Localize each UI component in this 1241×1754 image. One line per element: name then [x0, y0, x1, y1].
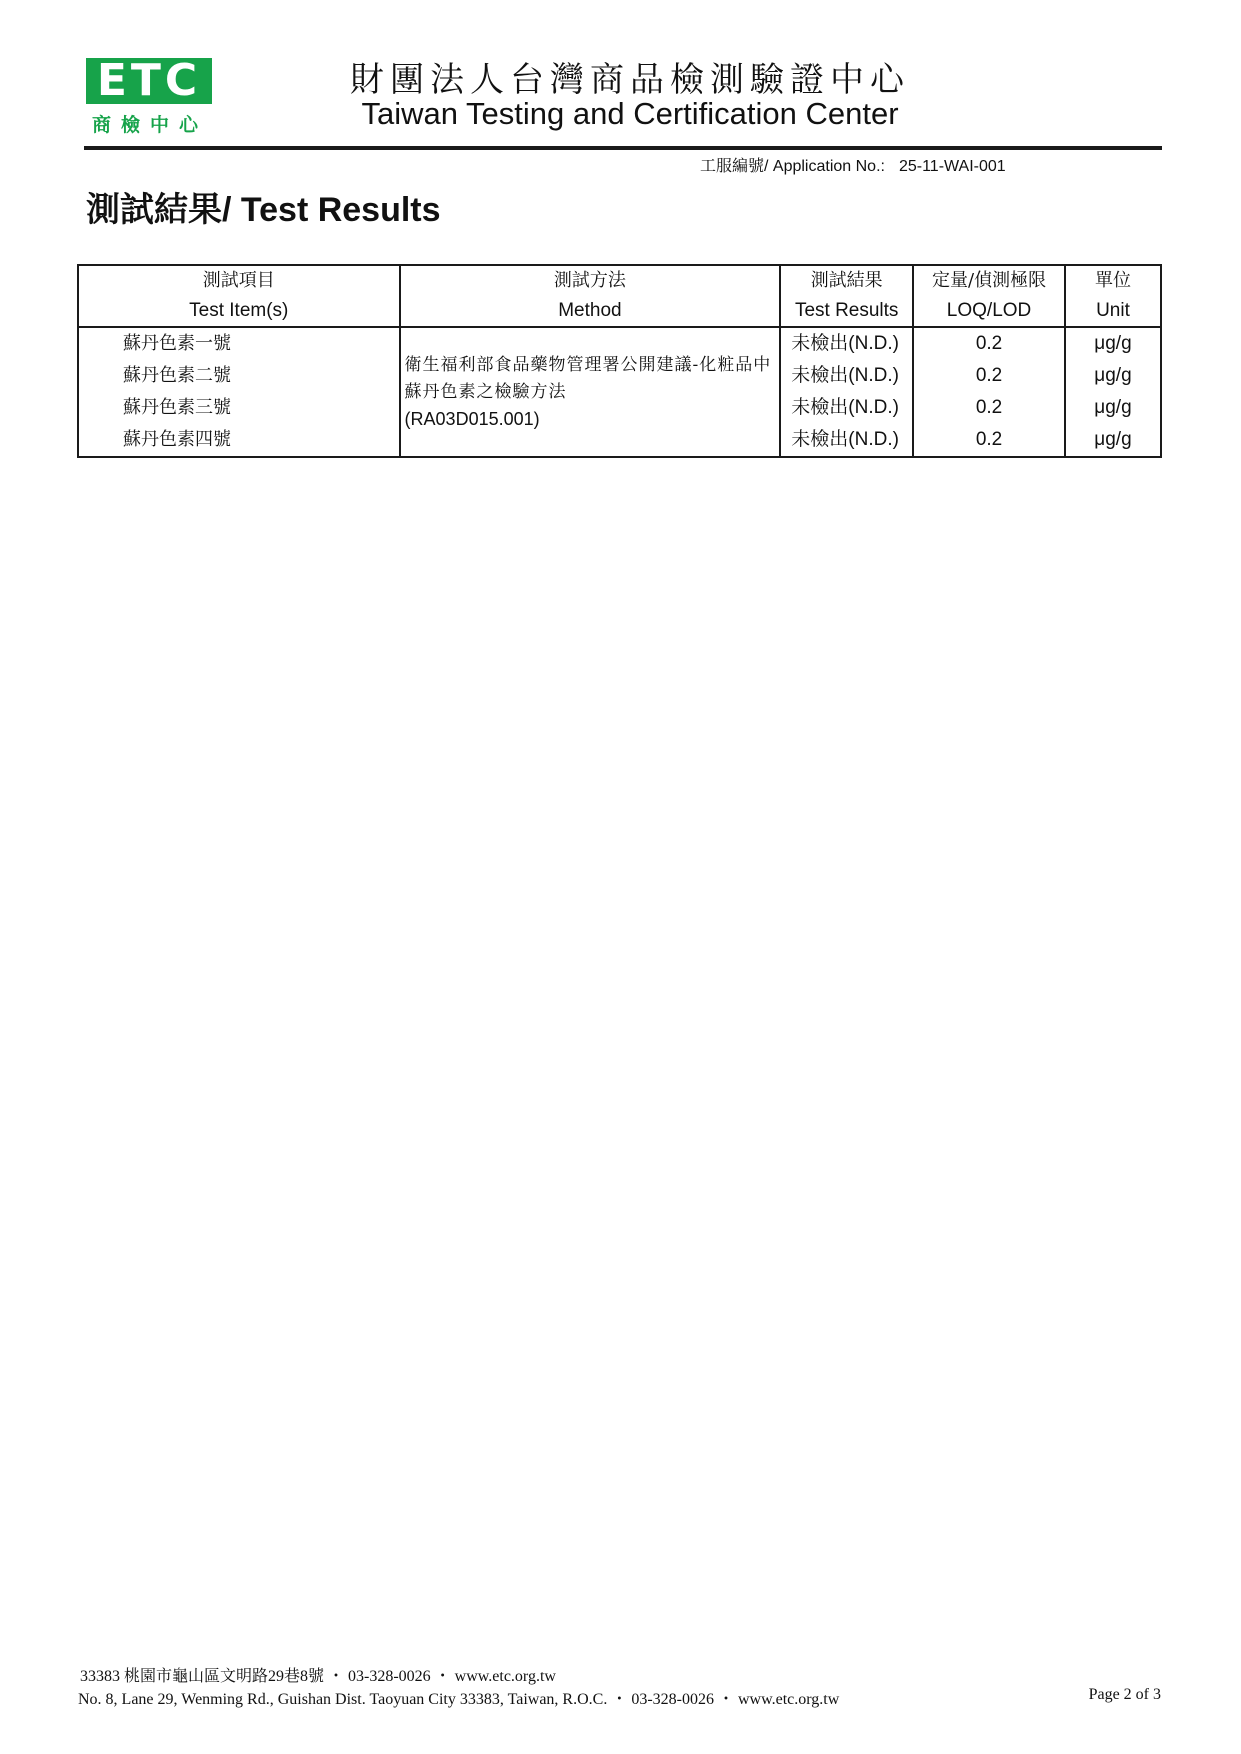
application-number-value: 25-11-WAI-001	[898, 158, 1006, 175]
loq-value: 0.2	[975, 333, 1003, 354]
header-unit: 單位 Unit	[1065, 265, 1161, 327]
unit-value: μg/g	[1094, 429, 1132, 450]
test-results-table	[77, 264, 1162, 458]
loq-value: 0.2	[975, 365, 1003, 386]
header-divider	[84, 146, 1162, 150]
loq-value: 0.2	[975, 429, 1003, 450]
org-name-english: Taiwan Testing and Certification Center	[361, 96, 899, 131]
footer-address-chinese: 33383 桃園市龜山區文明路29巷8號 ・ 03-328-0026 ・ www.etc.org.tw	[80, 1668, 556, 1685]
logo-subtext: 商檢中心	[91, 114, 208, 136]
test-item: 蘇丹色素二號	[123, 365, 231, 386]
test-result: 未檢出(N.D.)	[791, 365, 899, 386]
method-description: 衛生福利部食品藥物管理署公開建議-化粧品中蘇丹色素之檢驗方法	[404, 354, 772, 402]
unit-value: μg/g	[1094, 397, 1132, 418]
method-cell	[400, 327, 781, 457]
unit-column	[1065, 327, 1161, 457]
table-body-row	[78, 327, 1161, 457]
application-number	[700, 153, 1006, 176]
test-item: 蘇丹色素三號	[123, 397, 231, 418]
header-test-results: 測試結果 Test Results	[780, 265, 913, 327]
test-result: 未檢出(N.D.)	[791, 429, 899, 450]
footer-address-english: No. 8, Lane 29, Wenming Rd., Guishan Dist. Taoyuan City 33383, Taiwan, R.O.C. ・ 03-328-0026 ・ www.etc.org.tw	[78, 1691, 840, 1708]
unit-value: μg/g	[1094, 333, 1132, 354]
header-method: 測試方法 Method	[400, 265, 781, 327]
test-items-column	[78, 327, 400, 457]
test-item: 蘇丹色素四號	[123, 429, 231, 450]
loq-value: 0.2	[975, 397, 1003, 418]
method-code: (RA03D015.001)	[404, 408, 540, 429]
application-number-label: 工服編號/ Application No.:	[700, 158, 885, 175]
header-test-item: 測試項目 Test Item(s)	[78, 265, 400, 327]
table-header-row	[78, 265, 1161, 327]
etc-logo	[86, 55, 214, 148]
test-item: 蘇丹色素一號	[123, 333, 231, 354]
logo-mark: ETC	[86, 58, 212, 104]
test-results-column	[780, 327, 913, 457]
page-title: 測試結果/ Test Results	[86, 191, 441, 229]
test-result: 未檢出(N.D.)	[791, 397, 899, 418]
loq-lod-column	[913, 327, 1065, 457]
org-name-chinese: 財團法人台灣商品檢測驗證中心	[350, 60, 910, 100]
unit-value: μg/g	[1094, 365, 1132, 386]
page-number: Page 2 of 3	[1088, 1686, 1161, 1703]
test-result: 未檢出(N.D.)	[791, 333, 899, 354]
header-loq-lod: 定量/偵測極限 LOQ/LOD	[913, 265, 1065, 327]
